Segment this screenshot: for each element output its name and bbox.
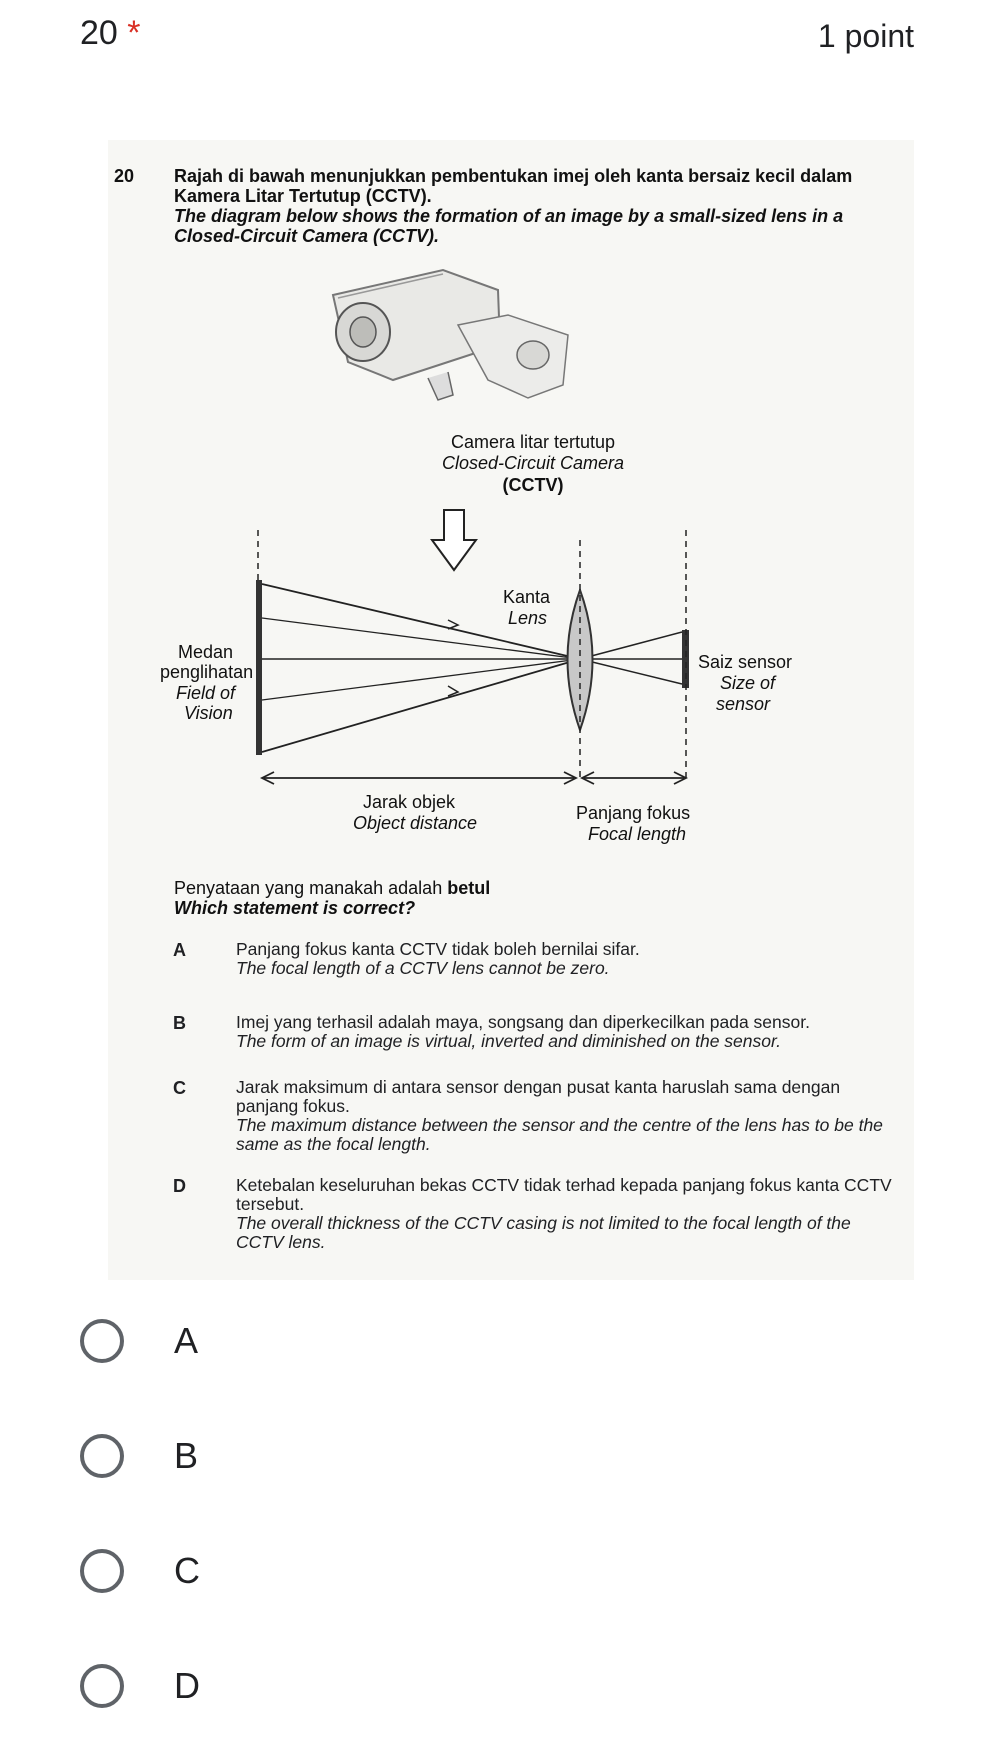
- sensor-label-ms: Saiz sensor: [698, 652, 793, 672]
- choice-c-label: C: [174, 1550, 200, 1591]
- choice-c[interactable]: [80, 1541, 200, 1601]
- points-label: 1 point: [817, 18, 914, 54]
- intro-en-line2: Closed-Circuit Camera (CCTV).: [174, 226, 440, 246]
- choice-d[interactable]: [80, 1656, 200, 1716]
- prompt-en: Which statement is correct?: [174, 898, 416, 918]
- camera-label-en-1: Closed-Circuit Camera: [441, 453, 625, 473]
- scan-question-number: 20: [114, 166, 135, 186]
- fov-label-en-1: Field of: [176, 683, 236, 703]
- lens-label-en: Lens: [508, 608, 548, 628]
- sensor-label-en-1: Size of: [720, 673, 776, 693]
- radio-d[interactable]: [80, 1664, 124, 1708]
- question-number: 20: [80, 14, 118, 52]
- question-header: [80, 14, 141, 53]
- choice-b[interactable]: [80, 1426, 198, 1486]
- fov-label-en-2: Vision: [184, 703, 233, 723]
- option-a-text: Panjang fokus kanta CCTV tidak boleh bernilai sifar. The focal length of a CCTV lens cannot be zero.: [236, 939, 640, 978]
- fov-label-ms-2: penglihatan: [160, 662, 254, 682]
- radio-b[interactable]: [80, 1434, 124, 1478]
- object-distance-ms: Jarak objek: [363, 792, 456, 812]
- object-distance-en: Object distance: [353, 813, 478, 833]
- choice-a[interactable]: [80, 1311, 198, 1371]
- option-a-letter: A: [173, 940, 186, 960]
- required-asterisk: *: [127, 14, 141, 52]
- radio-a[interactable]: [80, 1319, 124, 1363]
- choice-b-label: B: [174, 1435, 199, 1476]
- prompt-ms: Penyataan yang manakah adalah betul: [174, 878, 491, 898]
- camera-label-en-2: (CCTV): [502, 475, 564, 495]
- intro-ms-line2: Kamera Litar Tertutup (CCTV).: [174, 186, 432, 206]
- intro-ms-line1: Rajah di bawah menunjukkan pembentukan imej oleh kanta bersaiz kecil dalam: [174, 166, 853, 186]
- focal-length-en: Focal length: [588, 824, 687, 844]
- camera-label-ms: Camera litar tertutup: [450, 432, 616, 452]
- option-b-letter: B: [173, 1013, 186, 1033]
- field-of-vision-bar: [256, 580, 262, 755]
- intro-en-line1: The diagram below shows the formation of an image by a small-sized lens in a: [174, 206, 844, 226]
- question-image: [108, 140, 914, 1280]
- option-c-text: Jarak maksimum di antara sensor dengan pusat kanta haruslah sama dengan panjang fokus. The maximum distance between the sensor and the centre of the lens has to be the same as the focal length.: [236, 1077, 883, 1154]
- option-d-text: Ketebalan keseluruhan bekas CCTV tidak terhad kepada panjang fokus kanta CCTV tersebut. The overall thickness of the CCTV casing is not limited to the focal length of the CCTV lens.: [236, 1175, 892, 1252]
- lens-label-ms: Kanta: [503, 587, 551, 607]
- option-c-letter: C: [173, 1078, 186, 1098]
- option-d-letter: D: [173, 1176, 186, 1196]
- choice-d-label: D: [174, 1665, 200, 1706]
- sensor-bar: [682, 630, 689, 688]
- down-arrow: [432, 510, 476, 570]
- choice-a-label: A: [174, 1320, 199, 1361]
- cctv-camera-illustration: [333, 270, 568, 400]
- sensor-label-en-2: sensor: [716, 694, 771, 714]
- radio-c[interactable]: [80, 1549, 124, 1593]
- fov-label-ms-1: Medan: [178, 642, 234, 662]
- option-b-text: Imej yang terhasil adalah maya, songsang dan diperkecilkan pada sensor. The form of an image is virtual, inverted and diminished on the sensor.: [236, 1012, 810, 1051]
- focal-length-ms: Panjang fokus: [576, 803, 691, 823]
